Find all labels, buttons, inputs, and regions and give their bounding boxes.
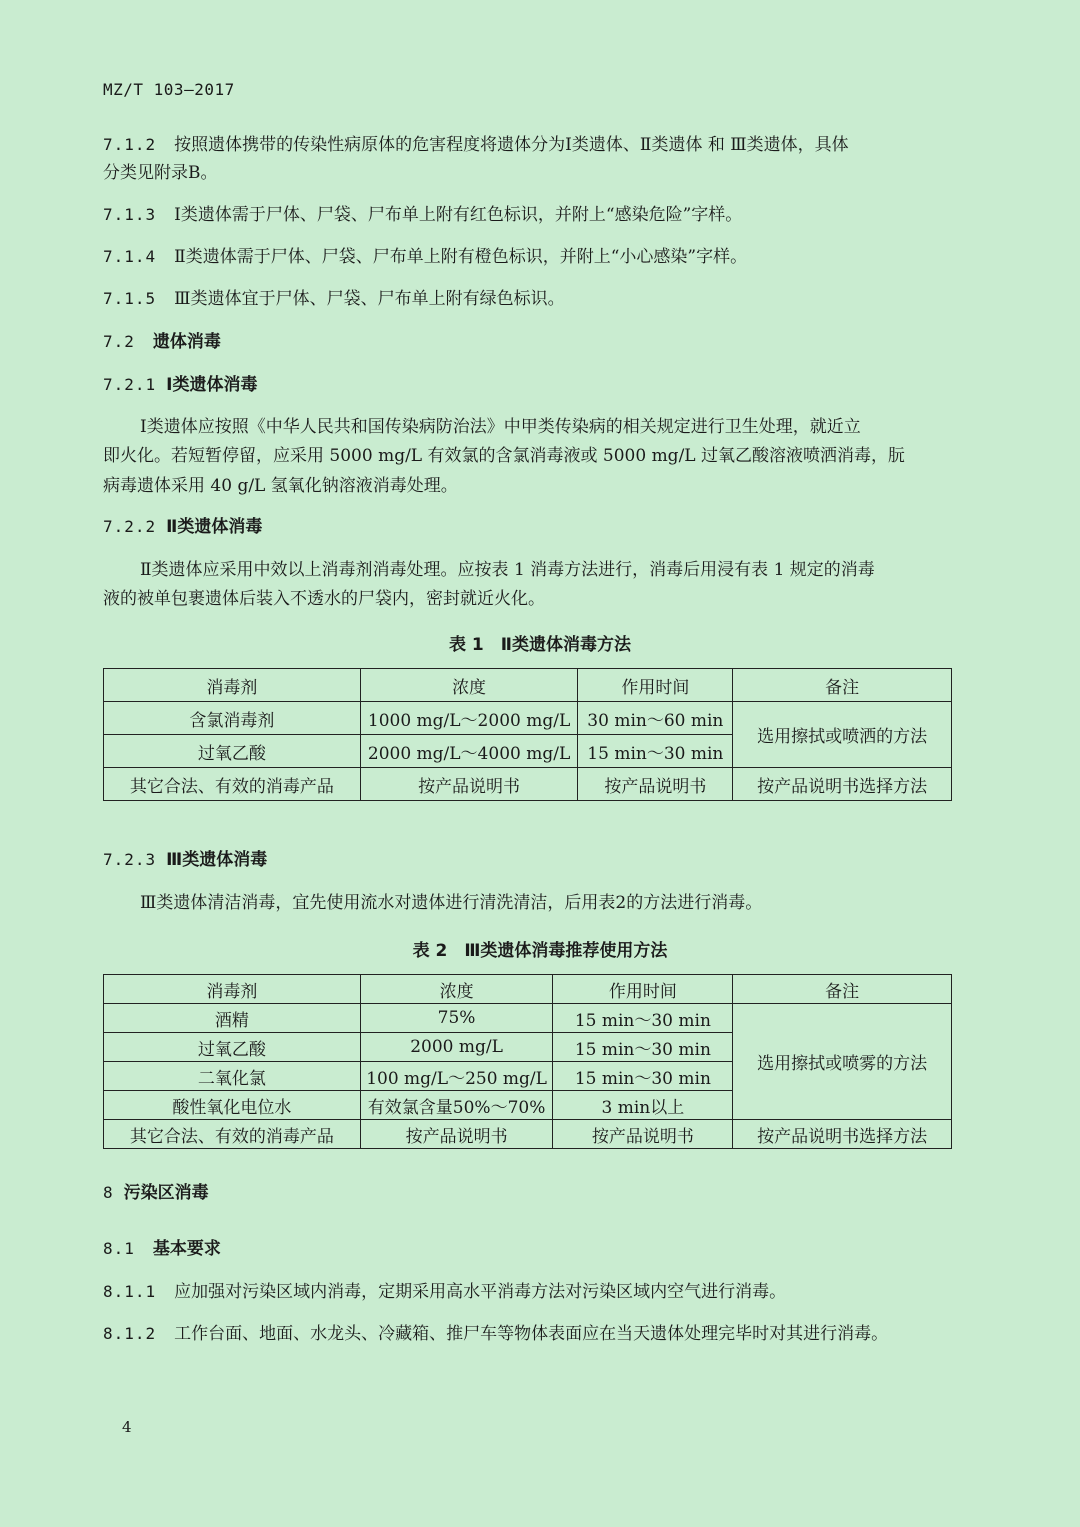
clause-7-1-4 xyxy=(103,247,958,267)
clause-7-1-2 xyxy=(103,135,958,155)
table-row xyxy=(104,1120,952,1149)
section-title: 污染区消毒 xyxy=(123,1183,209,1203)
clause-7-1-5 xyxy=(103,289,958,309)
table-cell: 按产品说明书 xyxy=(553,1120,733,1149)
table-cell: 2000 mg/L xyxy=(360,1033,553,1062)
section-number: 7.2.2 xyxy=(103,517,157,536)
table-1-title: 表 1 Ⅱ类遗体消毒方法 xyxy=(449,635,631,655)
table-cell: 3 min以上 xyxy=(553,1091,733,1120)
table-2-title: 表 2 Ⅲ类遗体消毒推荐使用方法 xyxy=(412,941,668,961)
section-title: Ⅲ类遗体消毒 xyxy=(166,850,268,870)
table-cell: 按产品说明书选择方法 xyxy=(733,1120,952,1149)
table-cell: 酸性氧化电位水 xyxy=(104,1091,361,1120)
header-cell: 备注 xyxy=(733,669,952,702)
table-2 xyxy=(103,974,952,1149)
document-header: MZ/T 103—2017 xyxy=(103,80,235,99)
clause-text: 应加强对污染区域内消毒，定期采用高水平消毒方法对污染区域内空气进行消毒。 xyxy=(174,1282,787,1302)
paragraph-7-2-2-line2: 液的被单包裹遗体后装入不透水的尸袋内，密封就近火化。 xyxy=(103,589,545,609)
section-title: 基本要求 xyxy=(152,1239,221,1259)
header-cell: 浓度 xyxy=(360,975,553,1004)
table-row xyxy=(104,1004,952,1033)
paragraph-7-2-1-line2: 即火化。若短暂停留，应采用 5000 mg/L 有效氯的含氯消毒液或 5000 mg/L 过氧乙酸溶液喷洒消毒，朊 xyxy=(103,446,905,466)
header-cell: 消毒剂 xyxy=(104,669,361,702)
table-cell: 75% xyxy=(360,1004,553,1033)
table-cell: 过氧乙酸 xyxy=(104,735,361,768)
table-header-row xyxy=(104,669,952,702)
clause-number: 7.1.5 xyxy=(103,289,157,308)
table-cell: 过氧乙酸 xyxy=(104,1033,361,1062)
table-cell: 100 mg/L～250 mg/L xyxy=(360,1062,553,1091)
clause-7-1-3 xyxy=(103,205,958,225)
paragraph-7-2-1-line1: Ⅰ类遗体应按照《中华人民共和国传染病防治法》中甲类传染病的相关规定进行卫生处理，就近立 xyxy=(140,417,861,437)
table-cell: 二氧化氯 xyxy=(104,1062,361,1091)
section-8-1-heading xyxy=(103,1239,958,1259)
paragraph-7-2-1-line3: 病毒遗体采用 40 g/L 氢氧化钠溶液消毒处理。 xyxy=(103,476,458,496)
section-number: 7.2 xyxy=(103,332,135,351)
section-7-2-2-heading xyxy=(103,517,958,537)
table-cell: 15 min～30 min xyxy=(553,1004,733,1033)
table-cell: 按产品说明书选择方法 xyxy=(733,768,952,801)
table-cell: 15 min～30 min xyxy=(553,1033,733,1062)
clause-number: 8.1.1 xyxy=(103,1282,157,1301)
clause-7-1-2-cont: 分类见附录B。 xyxy=(103,163,218,183)
table-cell: 按产品说明书 xyxy=(360,768,578,801)
table-cell: 按产品说明书 xyxy=(360,1120,553,1149)
clause-text: Ⅲ类遗体宜于尸体、尸袋、尸布单上附有绿色标识。 xyxy=(174,289,565,309)
section-title: Ⅰ类遗体消毒 xyxy=(166,375,258,395)
table-cell: 15 min～30 min xyxy=(578,735,733,768)
merged-note-cell: 选用擦拭或喷洒的方法 xyxy=(733,702,952,768)
section-number: 8.1 xyxy=(103,1239,135,1258)
table-cell: 有效氯含量50%～70% xyxy=(360,1091,553,1120)
clause-8-1-1 xyxy=(103,1282,958,1302)
section-7-2-3-heading xyxy=(103,850,958,870)
section-7-2-heading xyxy=(103,332,958,352)
section-number: 7.2.3 xyxy=(103,850,157,869)
merged-note-cell: 选用擦拭或喷雾的方法 xyxy=(733,1004,952,1120)
clause-text: Ⅱ类遗体需于尸体、尸袋、尸布单上附有橙色标识，并附上“小心感染”字样。 xyxy=(174,247,748,267)
section-number: 7.2.1 xyxy=(103,375,157,394)
clause-number: 7.1.2 xyxy=(103,135,157,154)
section-title: 遗体消毒 xyxy=(152,332,221,352)
section-7-2-1-heading xyxy=(103,375,958,395)
table-cell: 30 min～60 min xyxy=(578,702,733,735)
table-cell: 其它合法、有效的消毒产品 xyxy=(104,1120,361,1149)
table-cell: 其它合法、有效的消毒产品 xyxy=(104,768,361,801)
section-8-heading xyxy=(103,1183,958,1203)
section-number: 8 xyxy=(103,1183,114,1202)
table-row xyxy=(104,768,952,801)
header-cell: 作用时间 xyxy=(578,669,733,702)
table-cell: 2000 mg/L～4000 mg/L xyxy=(360,735,578,768)
header-cell: 消毒剂 xyxy=(104,975,361,1004)
table-1 xyxy=(103,668,952,801)
clause-number: 8.1.2 xyxy=(103,1324,157,1343)
clause-text: Ⅰ类遗体需于尸体、尸袋、尸布单上附有红色标识，并附上“感染危险”字样。 xyxy=(174,205,743,225)
table-cell: 按产品说明书 xyxy=(578,768,733,801)
paragraph-7-2-2-line1: Ⅱ类遗体应采用中效以上消毒剂消毒处理。应按表 1 消毒方法进行，消毒后用浸有表 1 规定的消毒 xyxy=(140,560,875,580)
section-title: Ⅱ类遗体消毒 xyxy=(166,517,263,537)
paragraph-7-2-3: Ⅲ类遗体清洁消毒，宜先使用流水对遗体进行清洗清洁，后用表2的方法进行消毒。 xyxy=(140,893,763,913)
header-cell: 作用时间 xyxy=(553,975,733,1004)
clause-8-1-2 xyxy=(103,1324,958,1344)
table-cell: 酒精 xyxy=(104,1004,361,1033)
clause-number: 7.1.3 xyxy=(103,205,157,224)
table-cell: 1000 mg/L～2000 mg/L xyxy=(360,702,578,735)
header-cell: 浓度 xyxy=(360,669,578,702)
clause-text: 按照遗体携带的传染性病原体的危害程度将遗体分为Ⅰ类遗体、Ⅱ类遗体 和 Ⅲ类遗体，具体 xyxy=(174,135,849,155)
header-cell: 备注 xyxy=(733,975,952,1004)
table-cell: 含氯消毒剂 xyxy=(104,702,361,735)
clause-text: 工作台面、地面、水龙头、冷藏箱、推尸车等物体表面应在当天遗体处理完毕时对其进行消毒。 xyxy=(174,1324,889,1344)
table-row xyxy=(104,702,952,735)
table-header-row xyxy=(104,975,952,1004)
page-number: 4 xyxy=(122,1418,132,1436)
table-cell: 15 min～30 min xyxy=(553,1062,733,1091)
clause-number: 7.1.4 xyxy=(103,247,157,266)
